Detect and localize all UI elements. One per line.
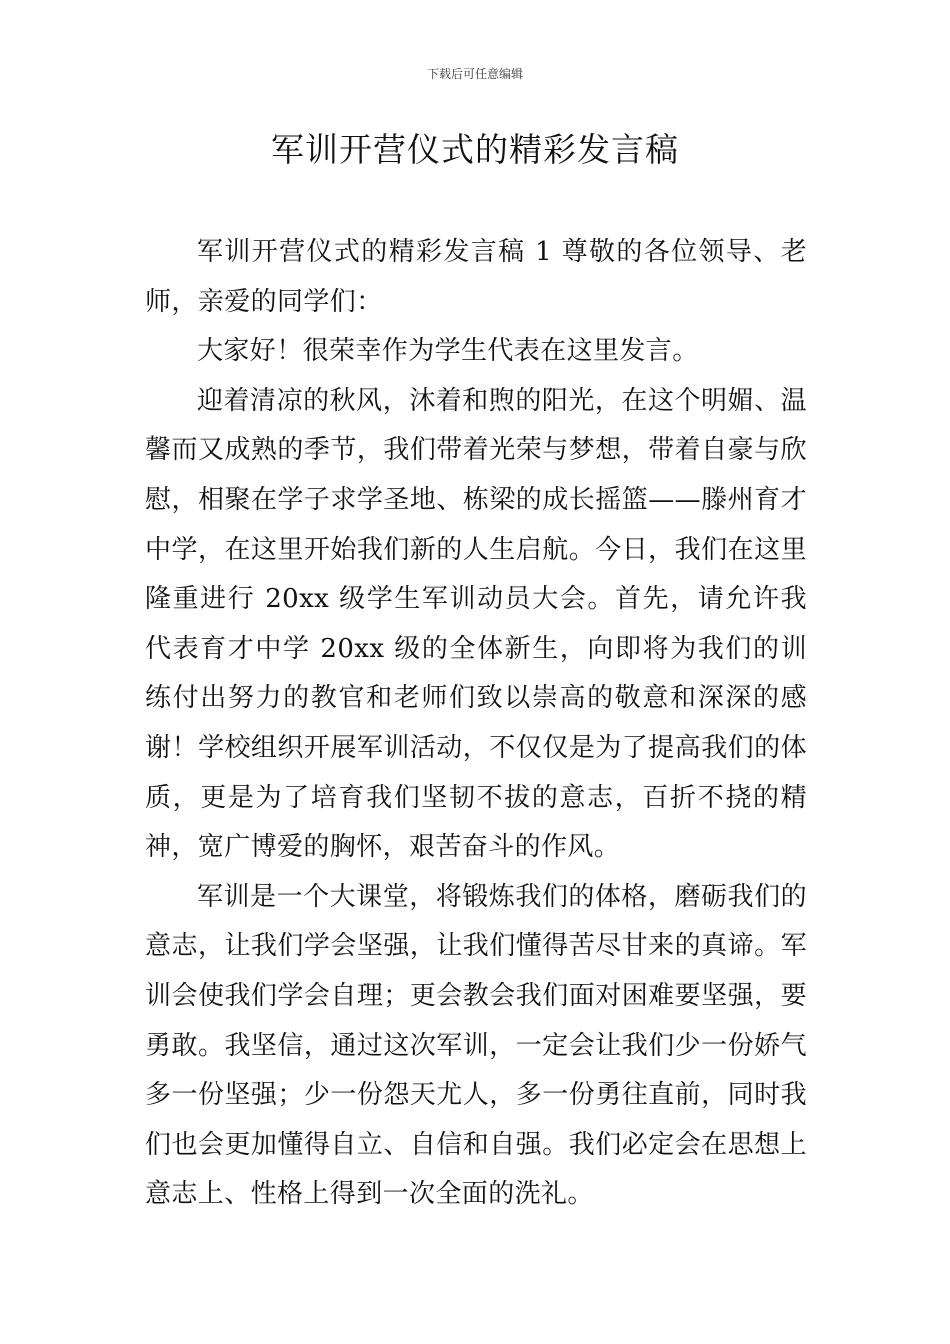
paragraph-greeting: 军训开营仪式的精彩发言稿 1 尊敬的各位领导、老师，亲爱的同学们： — [145, 237, 807, 317]
paragraph-training: 军训是一个大课堂，将锻炼我们的体格，磨砺我们的意志，让我们学会坚强，让我们懂得苦尽甘来的真谛。军训会使我们学会自理；更会教会我们面对困难要坚强，要勇敢。我坚信，通过这次军训，一定会让我们少一份娇气多一份坚强；少一份怨天尤人，多一份勇往直前，同时我们也会更加懂得自立、自信和自强。我们必定会在思想上意志上、性格上得到一次全面的洗礼。 — [145, 881, 807, 1210]
document-body — [145, 228, 807, 1220]
paragraph-intro: 大家好！很荣幸作为学生代表在这里发言。 — [197, 336, 699, 367]
header-note: 下载后可任意编辑 — [426, 67, 523, 81]
paragraph-main: 迎着清凉的秋风，沐着和煦的阳光，在这个明媚、温馨而又成熟的季节，我们带着光荣与梦想，带着自豪与欣慰，相聚在学子求学圣地、栋梁的成长摇篮——滕州育才中学，在这里开始我们新的人生启航。今日，我们在这里隆重进行 20xx 级学生军训动员大会。首先，请允许我代表育才中学 20xx 级的全体新生，向即将为我们的训练付出努力的教官和老师们致以崇高的敬意和深深的感谢！学校组织开展军训活动，不仅仅是为了提高我们的体质，更是为了培育我们坚韧不拔的意志，百折不挠的精神，宽广博爱的胸怀，艰苦奋斗的作风。 — [145, 385, 807, 863]
document-title: 军训开营仪式的精彩发言稿 — [271, 130, 679, 169]
